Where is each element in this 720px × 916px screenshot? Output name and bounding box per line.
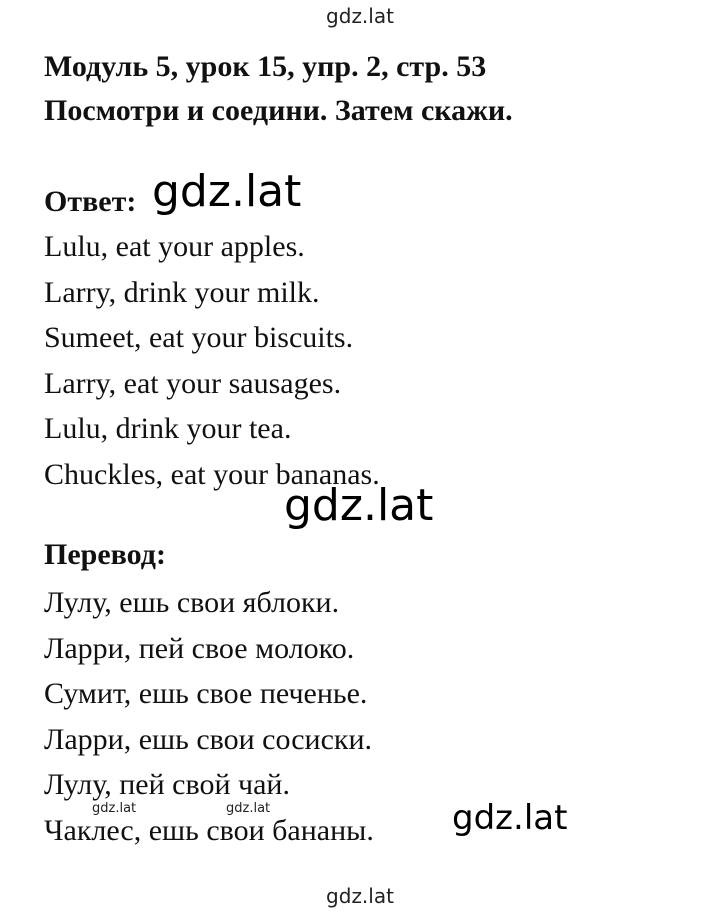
translation-line: Сумит, ешь свое печенье.	[44, 677, 368, 710]
watermark-small-left: gdz.lat	[92, 801, 137, 816]
answer-line: Sumeet, eat your biscuits.	[44, 321, 354, 354]
watermark-small-mid: gdz.lat	[226, 801, 271, 816]
exercise-title: Модуль 5, урок 15, упр. 2, стр. 53	[44, 50, 487, 83]
answer-line: Lulu, eat your apples.	[44, 230, 305, 263]
watermark-right: gdz.lat	[452, 798, 568, 838]
watermark-answer: gdz.lat	[152, 166, 302, 217]
answer-list	[44, 224, 380, 497]
watermark-bottom: gdz.lat	[326, 884, 394, 908]
answer-line: Larry, drink your milk.	[44, 275, 320, 309]
answer-line: Larry, eat your sausages.	[44, 366, 342, 400]
answer-label: Ответ:	[44, 185, 137, 218]
translation-line: Ларри, пей свое молоко.	[44, 631, 355, 665]
translation-label: Перевод:	[44, 538, 166, 571]
watermark-top: gdz.lat	[326, 4, 394, 28]
translation-line: Чаклес, ешь свои бананы.	[44, 813, 374, 847]
translation-line: Лулу, ешь свои яблоки.	[44, 586, 340, 619]
watermark-middle: gdz.lat	[284, 480, 434, 531]
translation-line: Лулу, пей свой чай.	[44, 768, 290, 801]
translation-line: Ларри, ешь свои сосиски.	[44, 722, 373, 756]
exercise-instruction: Посмотри и соедини. Затем скажи.	[44, 94, 513, 127]
answer-line: Chuckles, eat your bananas.	[44, 457, 380, 491]
answer-line: Lulu, drink your tea.	[44, 412, 292, 445]
